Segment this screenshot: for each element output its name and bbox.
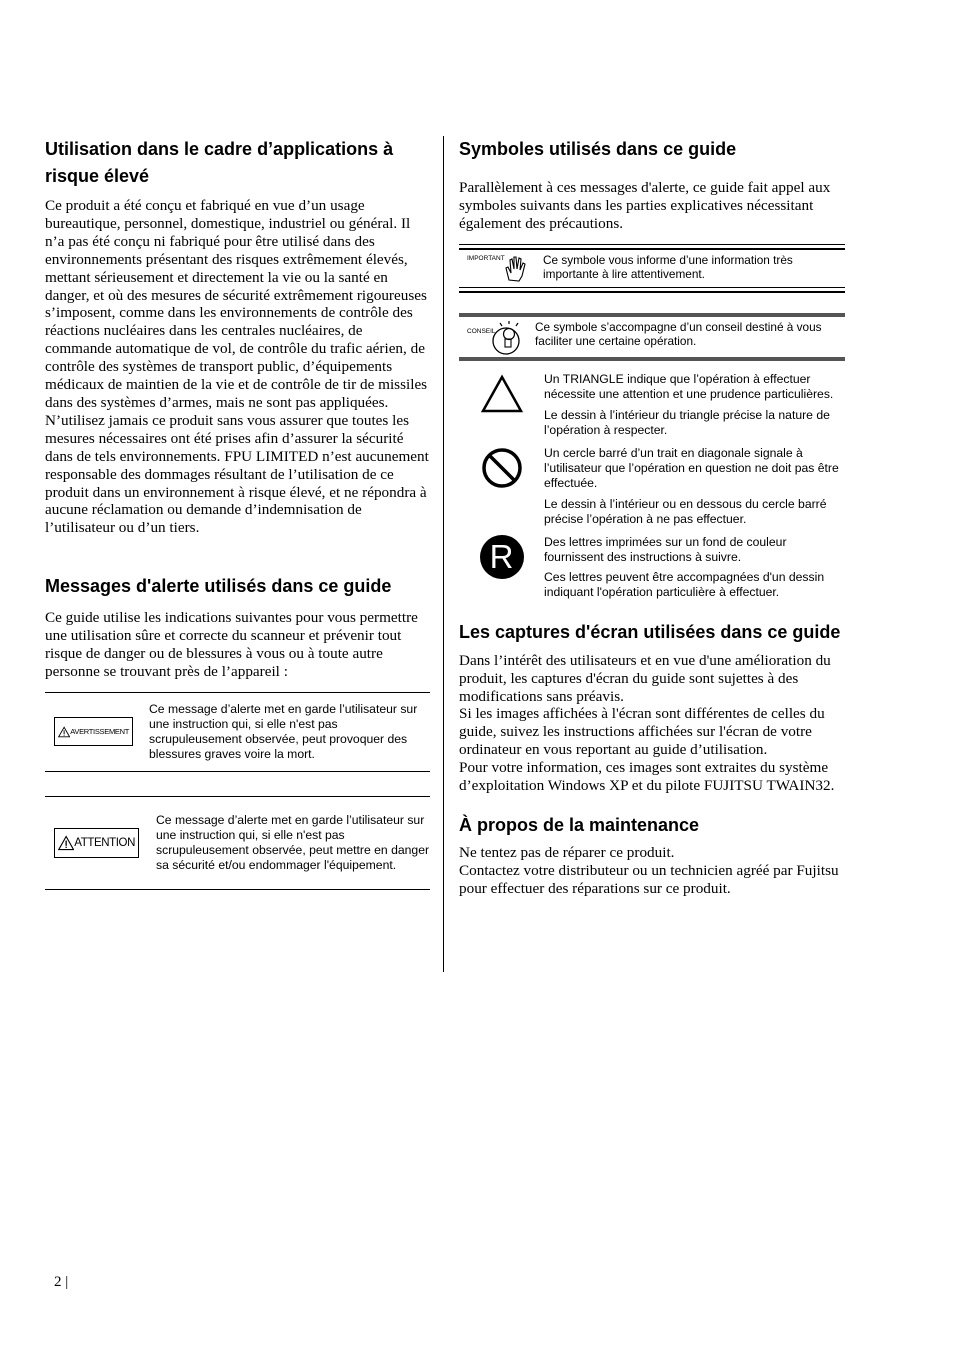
prohibition-symbol-row [459,446,845,527]
footer-separator: | [65,1274,69,1290]
hint-label: CONSEIL [467,327,496,335]
maintenance-paragraph-2: Contactez votre distributeur ou un technicien agréé par Fujitsu pour effectuer des réparations sur ce produit. [459,861,839,897]
screens-paragraph-3: Pour votre information, ces images sont extraites du système d’exploitation Windows XP et du pilote FUJITSU TWAIN32. [459,759,835,795]
prohibition-icon [480,446,524,490]
circle-text-1: Un cercle barré d’un trait en diagonale signale à l’utilisateur que l’opération en question ne doit pas être effectuée. [544,445,839,490]
risk-paragraph-2: N’utilisez jamais ce produit sans vous assurer que toutes les mesures nécessaires ont été prises afin d’assurer la sécurité dans de tels environnements. FPU LIMITED n’est aucunement responsable des dommages résultant de l’utilisation de ce produit dans un environnement à risque élevé, et ne répondra à aucune réclamation ou demande d’indemnisation de l’utilisateur ou d’un tiers. [45,411,429,537]
alerts-intro: Ce guide utilise les indications suivantes pour vous permettre une utilisation sûre et correcte du scanneur et prévenir tout risque de danger ou de blessures à vous ou à toute autre personne se trouvant près de l’appareil : [45,609,418,680]
lightbulb-icon [489,320,523,356]
important-text: Ce symbole vous informe d’une information très importante à lire attentivement. [543,252,793,282]
triangle-icon [480,374,524,414]
hint-block [459,317,845,357]
warning-triangle-icon [58,834,74,852]
caution-alert-box [45,796,430,890]
warning-triangle-icon [58,724,70,740]
symbols-intro: Parallèlement à ces messages d'alerte, ce guide fait appel aux symboles suivants dans les parties explicatives nécessitant également des précautions. [459,179,831,232]
caution-badge-label: ATTENTION [74,836,135,849]
hand-icon [503,254,527,282]
right-column [459,136,845,898]
triangle-text-1: Un TRIANGLE indique que l’opération à effectuer nécessite une attention et une prudence particulières. [544,371,834,401]
hint-text: Ce symbole s’accompagne d’un conseil destiné à vous faciliter une certaine opération. [535,319,822,349]
letter-text-1: Des lettres imprimées sur un fond de couleur fournissent des instructions à suivre. [544,534,787,564]
page-footer [54,1274,68,1291]
warning-badge [54,717,133,746]
alerts-heading: Messages d'alerte utilisés dans ce guide [45,576,392,597]
warning-text: Ce message d’alerte met en garde l’utilisateur sur une instruction qui, si elle n'est pas scrupuleusement observée, peut provoquer des blessures graves voire la mort. [149,701,418,761]
screens-paragraph-1: Dans l’intérêt des utilisateurs et en vue d'une amélioration du produit, les captures d'écran du guide sont sujettes à des modifications sans préavis. [459,651,831,705]
screens-paragraph-2: Si les images affichées à l'écran sont différentes de celles du guide, suivez les instructions affichées sur l'écran de votre ordinateur en vous reportant au guide d’utilisation. [459,705,825,759]
caution-text: Ce message d’alerte met en garde l’utilisateur sur une instruction qui, si elle n'est pas scrupuleusement observée, peut mettre en danger sa sécurité et/ou endommager l'équipement. [156,812,430,872]
left-column [45,136,430,890]
caution-badge [54,828,139,858]
triangle-symbol-row [459,372,845,438]
maintenance-heading: À propos de la maintenance [459,814,700,835]
risk-heading: Utilisation dans le cadre d’applications à risque élevé [45,139,394,186]
symbols-heading: Symboles utilisés dans ce guide [459,139,737,159]
letter-symbol-row [459,535,845,600]
page-number: 2 [54,1274,62,1290]
letter-text-2: Ces lettres peuvent être accompagnées d'un dessin indiquant l'opération particulière à effectuer. [544,569,825,599]
maintenance-paragraph-1: Ne tentez pas de réparer ce produit. [459,843,675,861]
circle-text-2: Le dessin à l’intérieur ou en dessous du cercle barré précise l’opération à ne pas effectuer. [544,496,827,526]
triangle-text-2: Le dessin à l’intérieur du triangle précise la nature de l’opération à respecter. [544,407,830,437]
important-label: IMPORTANT [467,254,505,262]
important-block [459,250,845,287]
warning-badge-label: AVERTISSEMENT [70,727,129,737]
column-divider [443,136,444,972]
screens-heading: Les captures d'écran utilisées dans ce guide [459,621,841,642]
warning-alert-box [45,692,430,772]
letter-r-icon: R [480,535,524,579]
risk-paragraph-1: Ce produit a été conçu et fabriqué en vue d’un usage bureautique, personnel, domestique, industriel ou général. Il n’a pas été conçu ni fabriqué pour être utilisé dans des environnements présentant des risques extrêmement élevés, mettant sérieusement et directement la vie ou la santé en danger, et où des mesures de sécurité extrêmement rigoureuses s’imposent, comme dans les environnements de contrôle des réactions nucléaires dans les centrales nucléaires, de commande automatique de vol, de contrôle du trafic aérien, de contrôle des systèmes de transport public, d’équipements médicaux de maintien de la vie et de contrôle de tir de missiles dans des systèmes d’armes, mais ne sont pas appliquées. [45,197,428,411]
